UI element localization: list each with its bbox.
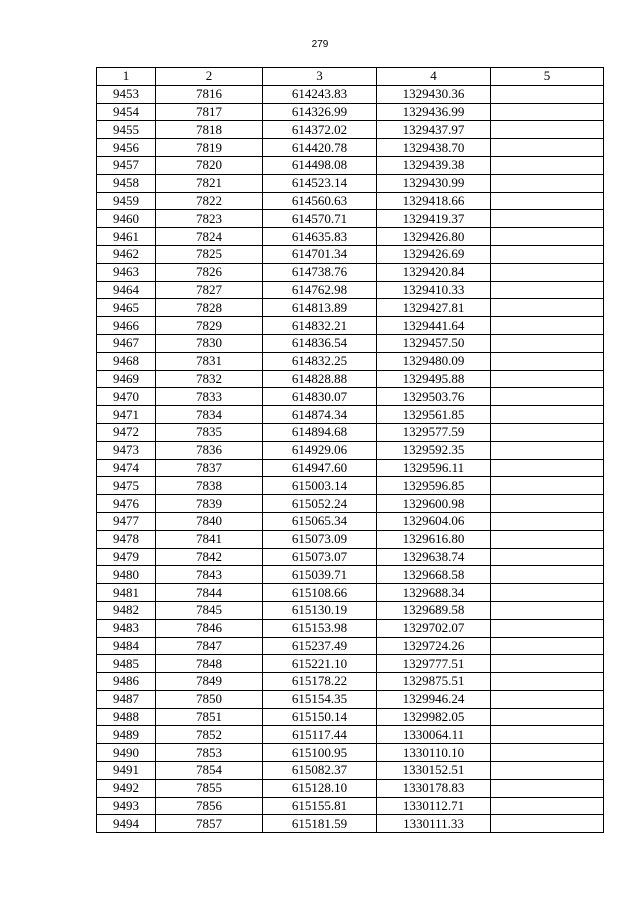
table-cell-col-3: 614635.83	[263, 228, 377, 246]
table-cell-col-3: 614570.71	[263, 210, 377, 228]
table-row	[97, 459, 604, 477]
table-cell-col-1: 9460	[97, 210, 156, 228]
table-cell-col-2: 7855	[156, 779, 263, 797]
table-cell-col-3: 615065.34	[263, 512, 377, 530]
table-cell-col-3: 614701.34	[263, 245, 377, 263]
table-row	[97, 245, 604, 263]
table-row	[97, 726, 604, 744]
table-cell-col-4: 1329596.85	[377, 477, 491, 495]
table-cell-col-2: 7834	[156, 406, 263, 424]
table-cell-col-4: 1329441.64	[377, 317, 491, 335]
table-cell-col-4: 1329427.81	[377, 299, 491, 317]
table-cell-col-4: 1329480.09	[377, 352, 491, 370]
table-cell-col-4: 1329439.38	[377, 156, 491, 174]
table-cell-col-4: 1329436.99	[377, 103, 491, 121]
table-cell-col-3: 614243.83	[263, 85, 377, 103]
table-cell-col-5	[491, 459, 604, 477]
table-cell-col-4: 1329702.07	[377, 619, 491, 637]
table-cell-col-5	[491, 228, 604, 246]
table-row	[97, 619, 604, 637]
table-row	[97, 477, 604, 495]
table-row	[97, 352, 604, 370]
table-cell-col-3: 614762.98	[263, 281, 377, 299]
table-cell-col-1: 9459	[97, 192, 156, 210]
table-cell-col-4: 1330178.83	[377, 779, 491, 797]
table-row	[97, 779, 604, 797]
table-cell-col-2: 7833	[156, 388, 263, 406]
table-cell-col-4: 1329689.58	[377, 601, 491, 619]
table-cell-col-5	[491, 370, 604, 388]
table-cell-col-1: 9453	[97, 85, 156, 103]
table-row	[97, 317, 604, 335]
table-cell-col-5	[491, 139, 604, 157]
table-cell-col-2: 7825	[156, 245, 263, 263]
table-cell-col-5	[491, 281, 604, 299]
table-cell-col-3: 615003.14	[263, 477, 377, 495]
table-cell-col-1: 9480	[97, 566, 156, 584]
table-cell-col-3: 615237.49	[263, 637, 377, 655]
table-cell-col-3: 615153.98	[263, 619, 377, 637]
table-cell-col-2: 7847	[156, 637, 263, 655]
table-cell-col-2: 7849	[156, 673, 263, 691]
table-cell-col-1: 9479	[97, 548, 156, 566]
table-row	[97, 601, 604, 619]
table-cell-col-4: 1329724.26	[377, 637, 491, 655]
table-cell-col-3: 615100.95	[263, 744, 377, 762]
table-cell-col-3: 614498.08	[263, 156, 377, 174]
table-cell-col-2: 7823	[156, 210, 263, 228]
table-cell-col-1: 9484	[97, 637, 156, 655]
table-row	[97, 655, 604, 673]
table-cell-col-4: 1329668.58	[377, 566, 491, 584]
table-cell-col-1: 9466	[97, 317, 156, 335]
table-cell-col-2: 7853	[156, 744, 263, 762]
table-row	[97, 263, 604, 281]
table-cell-col-1: 9471	[97, 406, 156, 424]
table-cell-col-1: 9457	[97, 156, 156, 174]
table-cell-col-3: 615221.10	[263, 655, 377, 673]
table-cell-col-2: 7846	[156, 619, 263, 637]
table-cell-col-1: 9464	[97, 281, 156, 299]
table-row	[97, 388, 604, 406]
table-cell-col-1: 9458	[97, 174, 156, 192]
table-cell-col-1: 9491	[97, 762, 156, 780]
table-cell-col-5	[491, 762, 604, 780]
table-row	[97, 566, 604, 584]
table-cell-col-3: 615052.24	[263, 495, 377, 513]
table-cell-col-1: 9462	[97, 245, 156, 263]
table-cell-col-1: 9465	[97, 299, 156, 317]
table-row	[97, 156, 604, 174]
table-cell-col-1: 9463	[97, 263, 156, 281]
table-cell-col-2: 7848	[156, 655, 263, 673]
table-cell-col-2: 7844	[156, 584, 263, 602]
table-cell-col-2: 7841	[156, 530, 263, 548]
table-cell-col-1: 9468	[97, 352, 156, 370]
table-cell-col-3: 614874.34	[263, 406, 377, 424]
table-cell-col-2: 7852	[156, 726, 263, 744]
column-header-1: 1	[97, 68, 156, 86]
table-cell-col-5	[491, 210, 604, 228]
table-cell-col-3: 614894.68	[263, 423, 377, 441]
table-cell-col-3: 615150.14	[263, 708, 377, 726]
table-cell-col-4: 1329688.34	[377, 584, 491, 602]
table-cell-col-4: 1329457.50	[377, 334, 491, 352]
table-cell-col-5	[491, 299, 604, 317]
table-cell-col-5	[491, 637, 604, 655]
column-header-4: 4	[377, 68, 491, 86]
table-cell-col-5	[491, 441, 604, 459]
table-cell-col-5	[491, 192, 604, 210]
table-cell-col-5	[491, 156, 604, 174]
table-header	[97, 68, 604, 86]
table-cell-col-5	[491, 121, 604, 139]
table-cell-col-2: 7850	[156, 690, 263, 708]
table-cell-col-4: 1329875.51	[377, 673, 491, 691]
table-cell-col-3: 614420.78	[263, 139, 377, 157]
table-cell-col-1: 9467	[97, 334, 156, 352]
table-cell-col-5	[491, 815, 604, 833]
table-cell-col-2: 7843	[156, 566, 263, 584]
table-row	[97, 762, 604, 780]
table-cell-col-2: 7830	[156, 334, 263, 352]
table-row	[97, 441, 604, 459]
table-cell-col-5	[491, 317, 604, 335]
table-cell-col-3: 615178.22	[263, 673, 377, 691]
table-cell-col-3: 615039.71	[263, 566, 377, 584]
table-row	[97, 370, 604, 388]
table-cell-col-2: 7856	[156, 797, 263, 815]
table-cell-col-4: 1330110.10	[377, 744, 491, 762]
table-cell-col-2: 7822	[156, 192, 263, 210]
table-row	[97, 690, 604, 708]
table-cell-col-3: 614738.76	[263, 263, 377, 281]
header-row	[97, 68, 604, 86]
table-cell-col-2: 7838	[156, 477, 263, 495]
table-cell-col-1: 9485	[97, 655, 156, 673]
table-row	[97, 708, 604, 726]
table-cell-col-2: 7854	[156, 762, 263, 780]
table-row	[97, 512, 604, 530]
table-row	[97, 495, 604, 513]
table-cell-col-1: 9492	[97, 779, 156, 797]
table-row	[97, 281, 604, 299]
table-cell-col-4: 1329616.80	[377, 530, 491, 548]
table-row	[97, 334, 604, 352]
table-cell-col-2: 7821	[156, 174, 263, 192]
table-cell-col-3: 614523.14	[263, 174, 377, 192]
table-cell-col-3: 614832.21	[263, 317, 377, 335]
table-row	[97, 637, 604, 655]
table-cell-col-5	[491, 619, 604, 637]
table-cell-col-5	[491, 174, 604, 192]
table-cell-col-3: 615117.44	[263, 726, 377, 744]
table-cell-col-2: 7816	[156, 85, 263, 103]
table-cell-col-5	[491, 512, 604, 530]
table-cell-col-4: 1329561.85	[377, 406, 491, 424]
table-cell-col-5	[491, 245, 604, 263]
table-cell-col-1: 9477	[97, 512, 156, 530]
table-cell-col-3: 614326.99	[263, 103, 377, 121]
table-cell-col-3: 614947.60	[263, 459, 377, 477]
table-cell-col-3: 615073.09	[263, 530, 377, 548]
table-cell-col-3: 615154.35	[263, 690, 377, 708]
table-cell-col-1: 9482	[97, 601, 156, 619]
table-cell-col-5	[491, 388, 604, 406]
table-cell-col-4: 1329426.69	[377, 245, 491, 263]
table-cell-col-5	[491, 566, 604, 584]
table-cell-col-4: 1329420.84	[377, 263, 491, 281]
table-cell-col-3: 614813.89	[263, 299, 377, 317]
table-cell-col-4: 1329604.06	[377, 512, 491, 530]
table-body	[97, 85, 604, 832]
table-cell-col-2: 7828	[156, 299, 263, 317]
page-number: 279	[311, 39, 329, 50]
column-header-3: 3	[263, 68, 377, 86]
table-cell-col-4: 1329426.80	[377, 228, 491, 246]
table-cell-col-3: 614832.25	[263, 352, 377, 370]
table-cell-col-5	[491, 690, 604, 708]
table-row	[97, 299, 604, 317]
table-row	[97, 530, 604, 548]
table-cell-col-4: 1330112.71	[377, 797, 491, 815]
table-cell-col-1: 9486	[97, 673, 156, 691]
column-header-5: 5	[491, 68, 604, 86]
table-cell-col-2: 7826	[156, 263, 263, 281]
table-cell-col-1: 9473	[97, 441, 156, 459]
table-cell-col-1: 9475	[97, 477, 156, 495]
table-cell-col-2: 7840	[156, 512, 263, 530]
table-cell-col-3: 615155.81	[263, 797, 377, 815]
table-row	[97, 139, 604, 157]
table-cell-col-5	[491, 495, 604, 513]
table-cell-col-2: 7857	[156, 815, 263, 833]
table-cell-col-1: 9456	[97, 139, 156, 157]
table-cell-col-1: 9476	[97, 495, 156, 513]
table-cell-col-5	[491, 423, 604, 441]
table-cell-col-1: 9481	[97, 584, 156, 602]
table-cell-col-5	[491, 797, 604, 815]
table-cell-col-4: 1329438.70	[377, 139, 491, 157]
table-cell-col-3: 614560.63	[263, 192, 377, 210]
table-cell-col-2: 7819	[156, 139, 263, 157]
table-cell-col-1: 9461	[97, 228, 156, 246]
table-row	[97, 548, 604, 566]
table-cell-col-4: 1329437.97	[377, 121, 491, 139]
table-row	[97, 815, 604, 833]
table-cell-col-5	[491, 406, 604, 424]
table-cell-col-1: 9488	[97, 708, 156, 726]
table-cell-col-3: 614836.54	[263, 334, 377, 352]
table-cell-col-5	[491, 530, 604, 548]
table-cell-col-1: 9474	[97, 459, 156, 477]
table-row	[97, 121, 604, 139]
column-header-2: 2	[156, 68, 263, 86]
table-row	[97, 192, 604, 210]
table-cell-col-2: 7820	[156, 156, 263, 174]
coordinates-table	[96, 67, 604, 833]
table-cell-col-2: 7831	[156, 352, 263, 370]
table-cell-col-4: 1329495.88	[377, 370, 491, 388]
table-cell-col-5	[491, 548, 604, 566]
table-cell-col-1: 9455	[97, 121, 156, 139]
table-cell-col-4: 1329418.66	[377, 192, 491, 210]
table-cell-col-1: 9454	[97, 103, 156, 121]
table-cell-col-4: 1329577.59	[377, 423, 491, 441]
table-cell-col-3: 615082.37	[263, 762, 377, 780]
table-cell-col-5	[491, 655, 604, 673]
table-cell-col-5	[491, 352, 604, 370]
table-cell-col-3: 614830.07	[263, 388, 377, 406]
table-row	[97, 228, 604, 246]
table-cell-col-1: 9478	[97, 530, 156, 548]
table-cell-col-4: 1329410.33	[377, 281, 491, 299]
table-cell-col-4: 1330064.11	[377, 726, 491, 744]
table-row	[97, 174, 604, 192]
table-cell-col-3: 614929.06	[263, 441, 377, 459]
table-cell-col-1: 9470	[97, 388, 156, 406]
table-cell-col-3: 615073.07	[263, 548, 377, 566]
table-cell-col-5	[491, 779, 604, 797]
table-cell-col-2: 7827	[156, 281, 263, 299]
table-cell-col-5	[491, 103, 604, 121]
table-row	[97, 423, 604, 441]
table-cell-col-5	[491, 334, 604, 352]
table-cell-col-3: 614828.88	[263, 370, 377, 388]
table-cell-col-5	[491, 477, 604, 495]
table-cell-col-5	[491, 263, 604, 281]
table-cell-col-5	[491, 708, 604, 726]
table-cell-col-2: 7824	[156, 228, 263, 246]
table-cell-col-3: 615130.19	[263, 601, 377, 619]
table-cell-col-4: 1329503.76	[377, 388, 491, 406]
table-row	[97, 673, 604, 691]
table-cell-col-3: 615128.10	[263, 779, 377, 797]
table-row	[97, 85, 604, 103]
table-cell-col-4: 1329419.37	[377, 210, 491, 228]
table-cell-col-2: 7851	[156, 708, 263, 726]
table-cell-col-1: 9472	[97, 423, 156, 441]
table-cell-col-5	[491, 601, 604, 619]
table-cell-col-1: 9493	[97, 797, 156, 815]
table-cell-col-4: 1329430.36	[377, 85, 491, 103]
table-row	[97, 584, 604, 602]
table-cell-col-4: 1329592.35	[377, 441, 491, 459]
table-cell-col-5	[491, 744, 604, 762]
table-row	[97, 406, 604, 424]
table-cell-col-4: 1330152.51	[377, 762, 491, 780]
table-cell-col-4: 1329600.98	[377, 495, 491, 513]
table-cell-col-2: 7829	[156, 317, 263, 335]
table-cell-col-4: 1329982.05	[377, 708, 491, 726]
table-cell-col-5	[491, 726, 604, 744]
table-cell-col-5	[491, 673, 604, 691]
table-cell-col-2: 7817	[156, 103, 263, 121]
table-cell-col-4: 1329638.74	[377, 548, 491, 566]
table-cell-col-4: 1330111.33	[377, 815, 491, 833]
table-row	[97, 797, 604, 815]
table-cell-col-2: 7842	[156, 548, 263, 566]
table-cell-col-2: 7835	[156, 423, 263, 441]
table-cell-col-1: 9487	[97, 690, 156, 708]
table-cell-col-3: 614372.02	[263, 121, 377, 139]
table-cell-col-4: 1329596.11	[377, 459, 491, 477]
table-row	[97, 210, 604, 228]
table-cell-col-1: 9494	[97, 815, 156, 833]
table-cell-col-1: 9469	[97, 370, 156, 388]
table-cell-col-4: 1329777.51	[377, 655, 491, 673]
table-cell-col-3: 615181.59	[263, 815, 377, 833]
table-cell-col-5	[491, 584, 604, 602]
table-row	[97, 744, 604, 762]
table-cell-col-2: 7832	[156, 370, 263, 388]
table-cell-col-1: 9489	[97, 726, 156, 744]
table-cell-col-2: 7837	[156, 459, 263, 477]
table-cell-col-1: 9490	[97, 744, 156, 762]
table-cell-col-2: 7836	[156, 441, 263, 459]
table-cell-col-2: 7845	[156, 601, 263, 619]
table-cell-col-2: 7818	[156, 121, 263, 139]
table-cell-col-5	[491, 85, 604, 103]
table-cell-col-4: 1329946.24	[377, 690, 491, 708]
table-cell-col-1: 9483	[97, 619, 156, 637]
table-cell-col-3: 615108.66	[263, 584, 377, 602]
table-row	[97, 103, 604, 121]
table-cell-col-2: 7839	[156, 495, 263, 513]
table-cell-col-4: 1329430.99	[377, 174, 491, 192]
